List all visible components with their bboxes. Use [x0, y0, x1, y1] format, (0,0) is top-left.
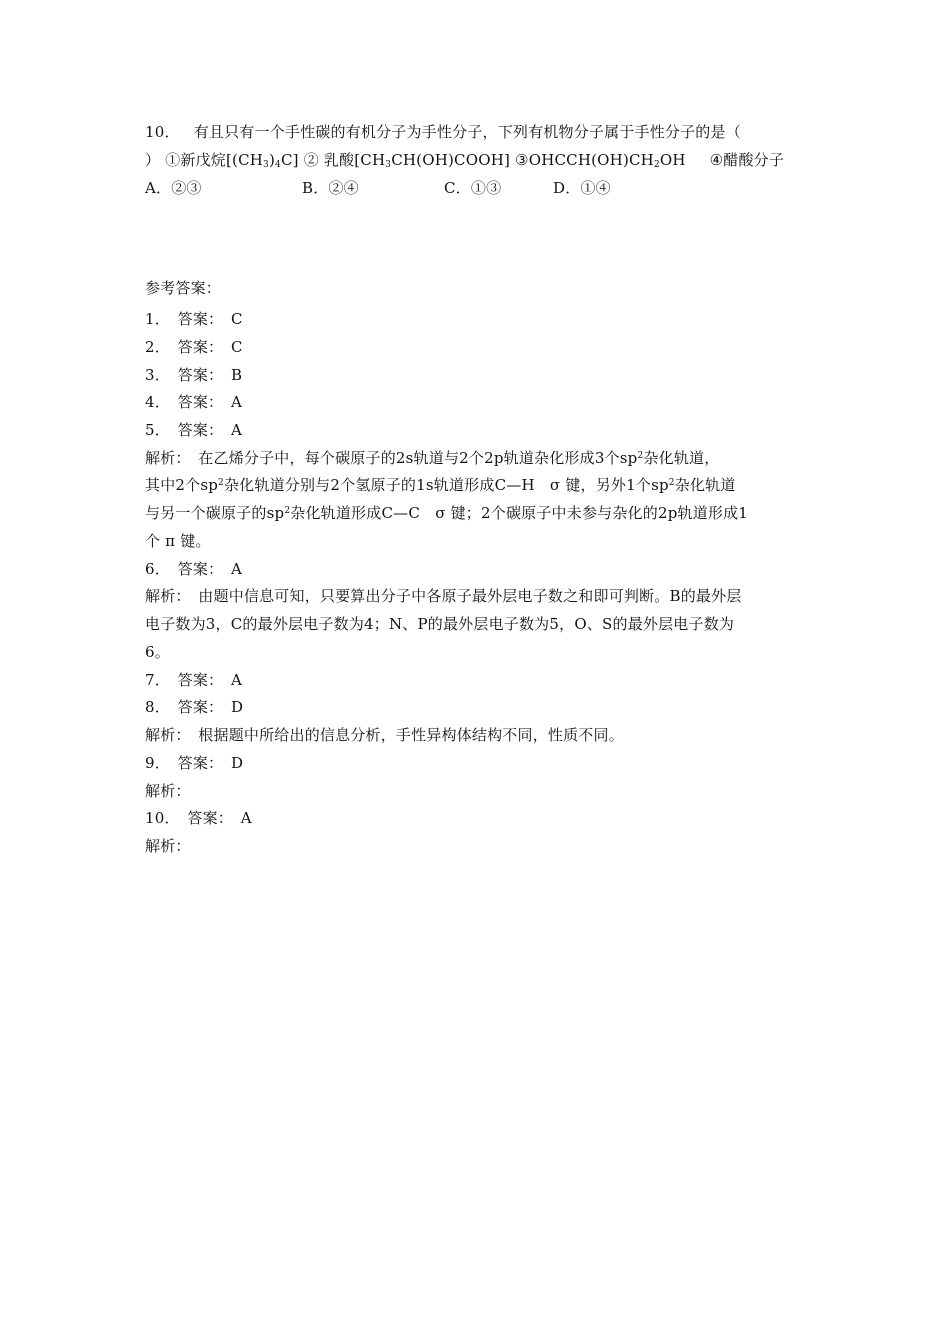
- answer-10: 10． 答案： A: [145, 809, 252, 827]
- explanation-9: 解析：: [145, 782, 191, 800]
- explanation-6-line-3: 6。: [145, 643, 170, 661]
- answer-1: 1． 答案： C: [145, 310, 243, 328]
- option-b: B．②④: [302, 179, 359, 197]
- answer-3: 3． 答案： B: [145, 366, 243, 384]
- option-d: D．①④: [553, 179, 611, 197]
- option-c: C．①③: [444, 179, 502, 197]
- explanation-5-line-2: 其中2个$sp^2$杂化轨道分别与2个氢原子的1s轨道形成C—H σ 键，另外1个$sp^2$杂化轨道: [145, 476, 736, 494]
- answer-4: 4． 答案： A: [145, 393, 242, 411]
- item-glyceraldehyde: $③OHCCH(OH)CH_2OH$: [515, 151, 686, 170]
- explanation-5-line-1: 解析： 在乙烯分子中，每个碳原子的2s轨道与2个2p轨道杂化形成3个$sp^2$杂化轨道，: [145, 449, 720, 467]
- answer-7: 7． 答案： A: [145, 671, 242, 689]
- answer-6: 6． 答案： A: [145, 560, 242, 578]
- explanation-6-line-2: 电子数为3，C的最外层电子数为4；N、P的最外层电子数为5，O、S的最外层电子数为: [145, 615, 735, 633]
- item-lactic-acid: ② 乳酸$[CH_3CH(OH)COOH]$: [303, 151, 511, 170]
- paren-close: ）: [145, 151, 161, 169]
- option-a: A．②③: [145, 179, 202, 197]
- question-stem-line: [145, 122, 741, 142]
- explanation-5-line-3: 与另一个碳原子的$sp^2$杂化轨道形成C—C σ 键；2个碳原子中未参与杂化的2p轨道形成1: [145, 504, 749, 522]
- question-stem: 有且只有一个手性碳的有机分子为手性分子，下列有机物分子属于手性分子的是（: [193, 123, 741, 141]
- question-items-line: [145, 150, 784, 170]
- answer-8: 8． 答案： D: [145, 698, 244, 716]
- item-acetic-acid: ④醋酸分子: [709, 151, 785, 169]
- explanation-6-line-1: 解析： 由题中信息可知，只要算出分子中各原子最外层电子数之和即可判断。B的最外层: [145, 587, 742, 605]
- answer-9: 9． 答案： D: [145, 754, 244, 772]
- answer-2: 2． 答案： C: [145, 338, 243, 356]
- item-neopentane: ①新戊烷$[(CH_3)_4C]$: [165, 151, 299, 170]
- explanation-5-line-4: 个 π 键。: [145, 532, 211, 550]
- explanation-10: 解析：: [145, 837, 191, 855]
- answers-heading: 参考答案：: [145, 279, 222, 297]
- explanation-8: 解析： 根据题中所给出的信息分析，手性异构体结构不同，性质不同。: [145, 726, 624, 744]
- question-number: 10．: [145, 123, 180, 141]
- answer-5: 5． 答案： A: [145, 421, 242, 439]
